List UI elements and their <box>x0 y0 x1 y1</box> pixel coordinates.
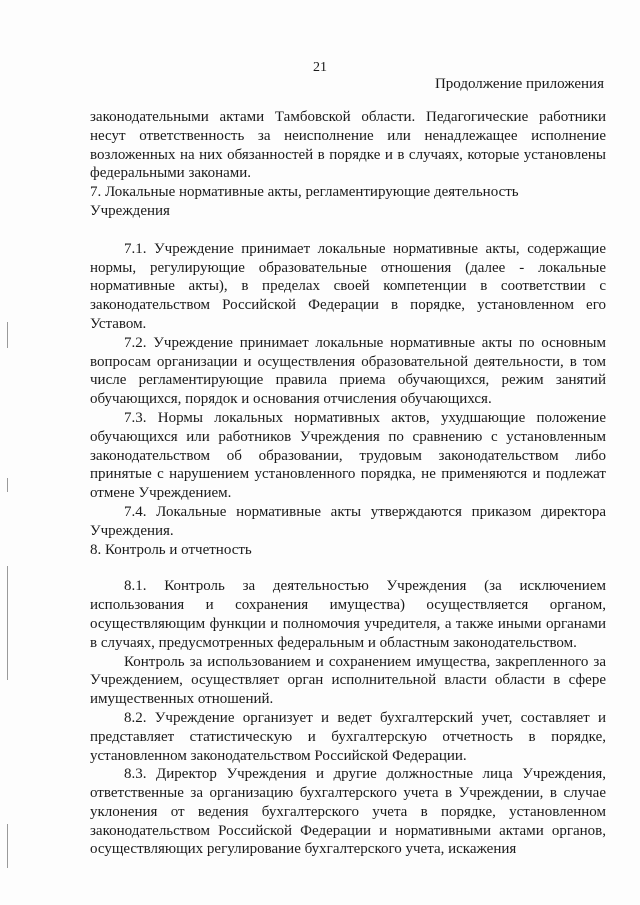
margin-mark <box>7 478 8 492</box>
margin-mark <box>7 824 8 868</box>
paragraph-7-1: 7.1. Учреждение принимает локальные нормативные акты, содержащие нормы, регулирующие образовательные отношения (далее - локальные нормативные акты), в пределах своей компетенции в соответствии с законодательством Российской Федерации в порядке, установленном его Уставом. <box>90 240 606 332</box>
margin-mark <box>7 322 8 348</box>
paragraph-8-2: 8.2. Учреждение организует и ведет бухгалтерский учет, составляет и представляет статистическую и бухгалтерскую отчетность в порядке, установленном законодательством Российской Федерации. <box>90 709 606 764</box>
intro-paragraph: законодательными актами Тамбовской области. Педагогические работники несут ответственность за неисполнение или ненадлежащее исполнение возложенных на них обязанностей в порядке и в случаях, которые установлены федеральными законами. <box>90 109 606 182</box>
page-number: 21 <box>313 60 327 75</box>
paragraph-7-3: 7.3. Нормы локальных нормативных актов, ухудшающие положение обучающихся или работников Учреждения по сравнению с установленным законодательством об образовании, трудовым законодательством либо принятые с нарушением установленного порядка, не применяются и подлежат отмене Учреждением. <box>90 409 606 502</box>
section-7-title-line-2: Учреждения <box>90 202 170 219</box>
running-header: Продолжение приложения <box>434 76 604 92</box>
paragraph-8-3: 8.3. Директор Учреждения и другие должностные лица Учреждения, ответственные за организацию бухгалтерского учета в Учреждении, в случае уклонения от ведения бухгалтерского учета в порядке, установленном законодательством Российской Федерации и нормативными актами органов, осуществляющих регулирование бухгалтерского учета, искажения <box>90 766 606 858</box>
paragraph-7-4: 7.4. Локальные нормативные акты утверждаются приказом директора Учреждения. <box>90 503 606 539</box>
paragraph-7-2: 7.2. Учреждение принимает локальные нормативные акты по основным вопросам организации и осуществления образовательной деятельности, в том числе регламентирующие правила приема обучающихся, режим занятий обучающихся, порядок и основания отчисления обучающихся. <box>90 334 606 408</box>
document-body <box>90 108 606 859</box>
paragraph-8-1-property-control: Контроль за использованием и сохранением имущества, закрепленного за Учреждением, осуществляет орган исполнительной власти области в сфере имущественных отношений. <box>90 653 606 708</box>
section-8-title: 8. Контроль и отчетность <box>90 541 252 558</box>
section-7-title <box>90 183 606 221</box>
section-7-title-line-1: 7. Локальные нормативные акты, регламентирующие деятельность <box>90 184 519 201</box>
paragraph-8-1: 8.1. Контроль за деятельностью Учреждения (за исключением использования и сохранения имущества) осуществляется органом, осуществляющим функции и полномочия учредителя, а также иными органами в случаях, предусмотренных федеральным и областным законодательством. <box>90 578 606 651</box>
margin-mark <box>7 566 8 680</box>
